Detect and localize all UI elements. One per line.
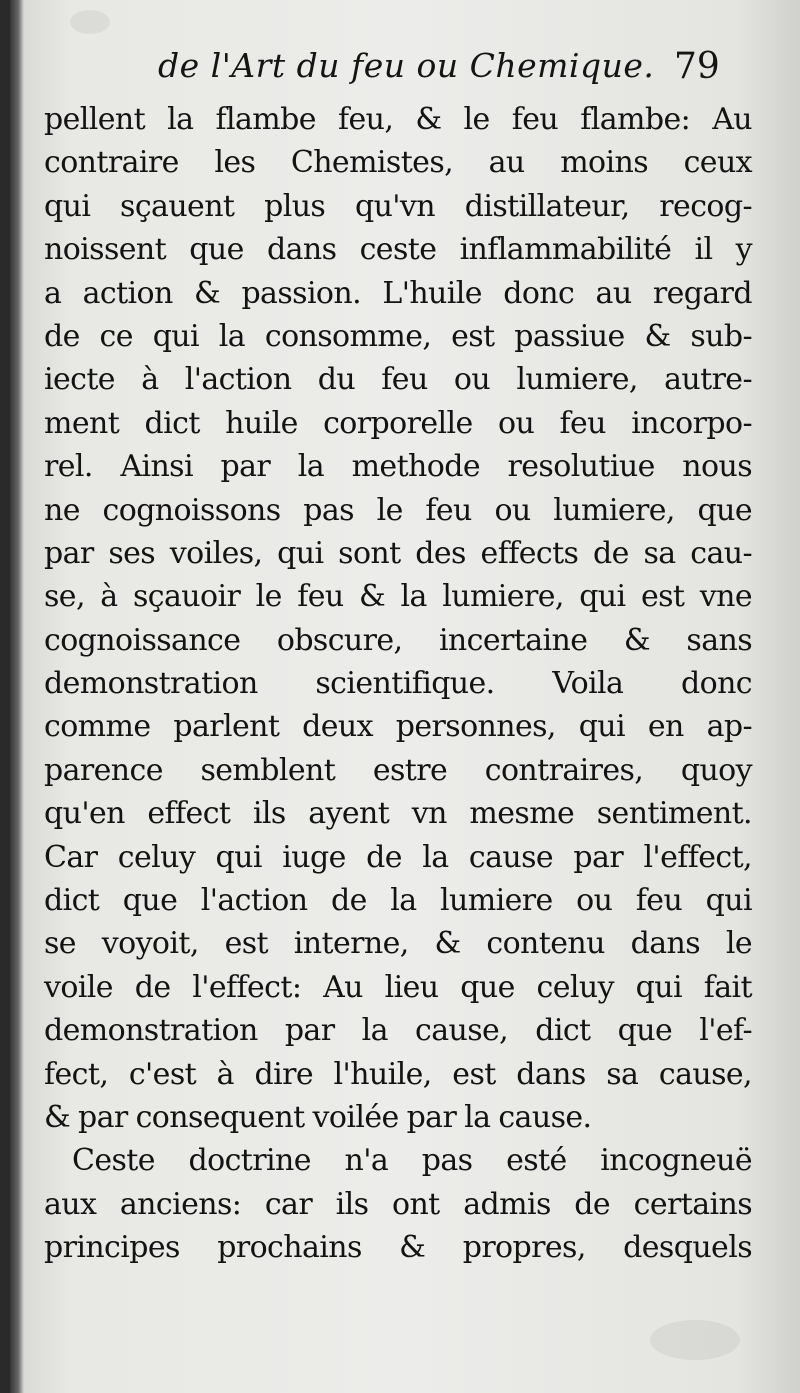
book-page: [10, 0, 800, 1393]
text-line: dict que l'action de la lumiere ou feu qui: [44, 883, 752, 919]
text-line: iecte à l'action du feu ou lumiere, autre-: [44, 362, 752, 398]
text-line: se voyoit, est interne, & contenu dans le: [44, 926, 752, 962]
text-line: parence semblent estre contraires, quoy: [44, 752, 752, 788]
text-line: contraire les Chemistes, au moins ceux: [44, 145, 752, 181]
page-number: 79: [674, 46, 720, 87]
text-line: se, à sçauoir le feu & la lumiere, qui est vne: [44, 579, 752, 615]
running-title: de l'Art du feu ou Chemique.: [158, 46, 655, 85]
paragraph-start-line: Ceste doctrine n'a pas esté incogneuë: [72, 1143, 752, 1179]
text-line: par ses voiles, qui sont des effects de sa cau-: [44, 535, 752, 571]
paper-stain: [650, 1320, 740, 1360]
text-line: fect, c'est à dire l'huile, est dans sa cause,: [44, 1056, 752, 1092]
text-line: pellent la flambe feu, & le feu flambe: Au: [44, 102, 752, 137]
text-line: de ce qui la consomme, est passiue & sub-: [44, 318, 752, 354]
text-line: comme parlent deux personnes, qui en ap-: [44, 709, 752, 745]
text-line: ne cognoissons pas le feu ou lumiere, que: [44, 492, 752, 528]
text-line: Car celuy qui iuge de la cause par l'effect,: [44, 839, 752, 875]
page-gutter-shadow: [10, 0, 24, 1393]
text-line: a action & passion. L'huile donc au regard: [44, 275, 752, 311]
page-header: [10, 42, 800, 102]
text-line: ment dict huile corporelle ou feu incorpo-: [44, 405, 752, 441]
text-line: qui sçauent plus qu'vn distillateur, recog-: [44, 188, 752, 224]
text-line: voile de l'effect: Au lieu que celuy qui fait: [44, 969, 752, 1005]
text-line: principes prochains & propres, desquels: [44, 1230, 752, 1266]
text-line: demonstration par la cause, dict que l'ef-: [44, 1013, 752, 1049]
text-line: aux anciens: car ils ont admis de certains: [44, 1186, 752, 1222]
text-line: cognoissance obscure, incertaine & sans: [44, 622, 752, 658]
paragraph-end-line: & par consequent voilée par la cause.: [44, 1099, 592, 1135]
body-text: [44, 98, 752, 1270]
paper-stain: [70, 10, 110, 34]
text-line: noissent que dans ceste inflammabilité il y: [44, 232, 752, 268]
text-line: demonstration scientifique. Voila donc: [44, 666, 752, 702]
text-line: qu'en effect ils ayent vn mesme sentiment.: [44, 796, 752, 832]
text-line: rel. Ainsi par la methode resolutiue nous: [44, 449, 752, 485]
